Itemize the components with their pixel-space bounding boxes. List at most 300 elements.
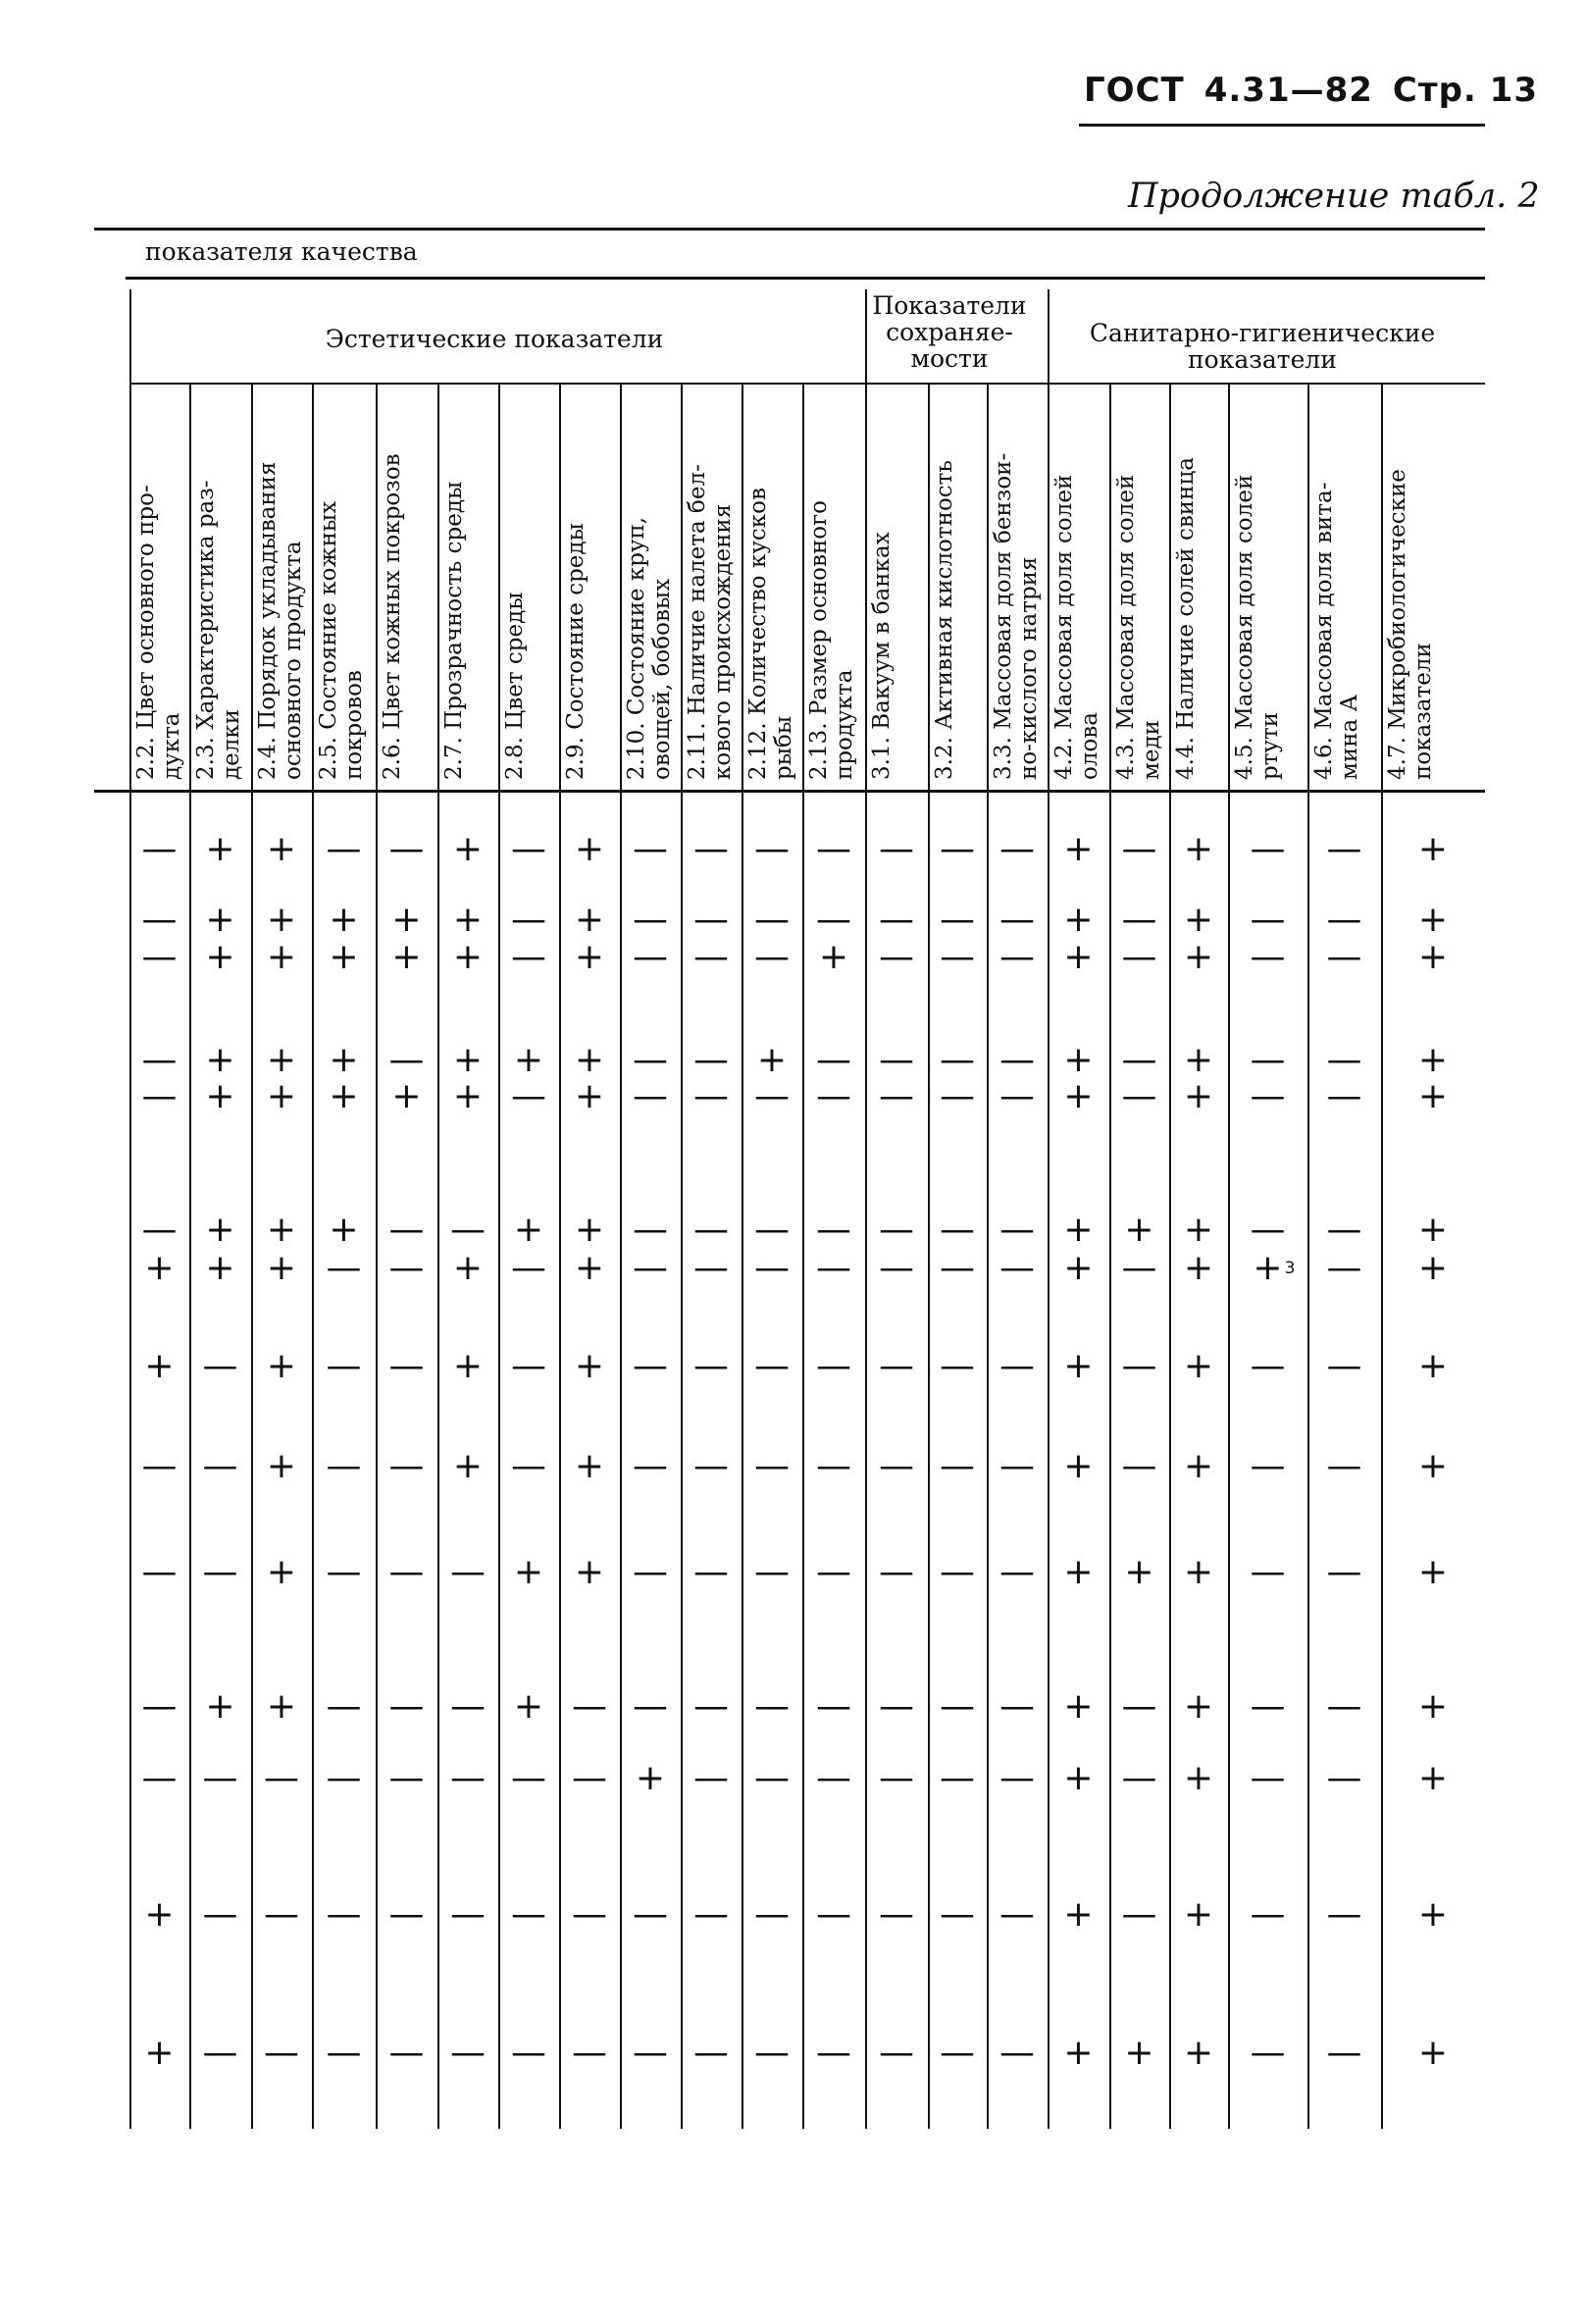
table-cell: — (879, 1552, 914, 1592)
table-cell: — (511, 2033, 546, 2073)
table-cell: — (141, 1210, 178, 1250)
table-cell: — (1326, 1210, 1362, 1250)
table-cell: — (326, 1248, 362, 1288)
table-cell: — (1121, 1040, 1157, 1080)
table-cell: — (754, 2033, 790, 2073)
table-cell: — (816, 2033, 851, 2073)
table-cell: — (999, 1686, 1035, 1727)
table-cell: — (1121, 1686, 1157, 1727)
standard-number: 4.31—82 (1203, 71, 1373, 110)
table-cell: — (633, 1552, 668, 1592)
column-divider (129, 289, 131, 2129)
table-cell: — (999, 1552, 1035, 1592)
table-cell: — (450, 1686, 486, 1727)
table-cell: — (511, 1758, 546, 1798)
table-cell: — (999, 1758, 1035, 1798)
table-cell: — (326, 2033, 362, 2073)
table-cell: + (1183, 1894, 1214, 1935)
table-cell: + (329, 937, 359, 977)
table-cell: — (202, 1346, 238, 1386)
table-cell: — (940, 1210, 975, 1250)
table-cell: + (452, 829, 484, 869)
group-heading: Показатели сохраняе-мости (872, 291, 1027, 373)
table-cell: + (452, 1040, 484, 1080)
table-cell: + (266, 1686, 297, 1727)
table-cell: + (452, 1248, 484, 1288)
table-cell: — (1250, 1894, 1286, 1935)
column-heading: 4.6. Массовая доля вита- мина А (1311, 482, 1362, 780)
table-cell: — (1250, 2033, 1286, 2073)
table-cell: — (388, 1346, 425, 1386)
table-cell: — (693, 1346, 729, 1386)
table-cell: + (452, 1446, 484, 1486)
table-cell: — (879, 1758, 914, 1798)
table-cell: + (513, 1210, 544, 1250)
table-cell: — (1121, 829, 1157, 869)
column-heading: 2.8. Цвет среды (502, 592, 528, 780)
table-cell: — (511, 1894, 546, 1935)
table-cell: — (511, 900, 546, 940)
column-heading: 3.3. Массовая доля бензои- но-кислого натрия (991, 452, 1042, 780)
table-cell: — (754, 1758, 790, 1798)
table-cell: — (202, 1758, 238, 1798)
table-cell: — (879, 937, 914, 977)
column-divider (865, 289, 867, 2129)
table-cell: — (572, 1758, 607, 1798)
table-cell: — (633, 900, 668, 940)
table-cell: — (1250, 1758, 1286, 1798)
table-cell: — (754, 1210, 790, 1250)
table-cell: — (1326, 1686, 1362, 1727)
table-cell: — (1121, 1346, 1157, 1386)
table-cell: — (326, 1758, 362, 1798)
table-cell: — (326, 1346, 362, 1386)
table-cell: — (816, 1076, 851, 1116)
table-cell: + (1183, 937, 1214, 977)
table-cell: — (940, 1076, 975, 1116)
header-rule (1079, 124, 1485, 127)
table-cell: — (816, 900, 851, 940)
table-cell: — (999, 937, 1035, 977)
table-cell: + (266, 1346, 297, 1386)
table-cell: — (1326, 1552, 1362, 1592)
table-cell: — (754, 1552, 790, 1592)
column-heading: 2.4. Порядок укладывания основного продукта (255, 461, 306, 780)
table-cell: — (999, 2033, 1035, 2073)
table-cell: + (1417, 1210, 1449, 1250)
table-cell: — (879, 2033, 914, 2073)
table-cell: — (1326, 1758, 1362, 1798)
table-cell: + (1124, 1552, 1154, 1592)
table-cell: — (1250, 1076, 1286, 1116)
column-heading: 4.4. Наличие солей свинца (1173, 457, 1199, 780)
table-cell: — (572, 2033, 607, 2073)
table-cell: + (1063, 1758, 1094, 1798)
table-cell: — (1326, 1076, 1362, 1116)
standard-label: ГОСТ (1084, 71, 1185, 110)
page-number: Стр. 13 (1392, 71, 1538, 110)
table-cell: — (141, 1686, 178, 1727)
table-cell: — (816, 829, 851, 869)
table-cell: + (1063, 829, 1094, 869)
table-cell: + (205, 1076, 235, 1116)
table-cell: + (1183, 1552, 1214, 1592)
table-cell: — (1250, 1210, 1286, 1250)
table-cell: — (388, 1758, 425, 1798)
table-cell: — (693, 1040, 729, 1080)
table-cell: — (816, 1248, 851, 1288)
table-cell: — (633, 1346, 668, 1386)
table-cell: — (633, 1894, 668, 1935)
table-cell: — (1250, 1346, 1286, 1386)
table-cell: — (633, 2033, 668, 2073)
table-cell: — (999, 1446, 1035, 1486)
table-cell: + (574, 1446, 605, 1486)
table-cell: + (1063, 1210, 1094, 1250)
table-cell: — (633, 1248, 668, 1288)
table-cell: + (266, 1552, 297, 1592)
table-cell: + (1417, 1758, 1449, 1798)
table-cell: + (329, 1040, 359, 1080)
table-cell: + (1417, 829, 1449, 869)
table-cell: + (266, 1040, 297, 1080)
table-cell: — (940, 829, 975, 869)
table-cell: — (816, 1552, 851, 1592)
table-cell: — (1326, 1894, 1362, 1935)
column-heading: 2.6. Цвет кожных покрозов (380, 453, 405, 780)
table-cell: — (388, 1552, 425, 1592)
table-cell: — (879, 1040, 914, 1080)
table-cell: — (999, 1076, 1035, 1116)
table-cell: — (450, 1894, 486, 1935)
table-cell: — (450, 1210, 486, 1250)
table-continuation-label: Продолжение табл. 2 (1128, 177, 1540, 216)
table-cell: + (574, 1346, 605, 1386)
table-cell: — (879, 1248, 914, 1288)
table-cell: — (1250, 1446, 1286, 1486)
table-cell: — (754, 1346, 790, 1386)
table-cell: — (141, 1758, 178, 1798)
table-cell: — (326, 1686, 362, 1727)
table-cell: + (144, 1346, 175, 1386)
table-cell: — (754, 1076, 790, 1116)
table-cell: — (1121, 1446, 1157, 1486)
table-cell: + (1417, 1248, 1449, 1288)
table-cell: — (1326, 1248, 1362, 1288)
table-cell: + (513, 1040, 544, 1080)
table-cell: + (574, 900, 605, 940)
table-cell: — (264, 2033, 299, 2073)
table-cell: — (754, 1686, 790, 1727)
table-cell: — (879, 1686, 914, 1727)
table-cell: + (1124, 2033, 1154, 2073)
table-cell: — (940, 1552, 975, 1592)
table-cell: + (818, 937, 849, 977)
table-cell: — (879, 829, 914, 869)
table-cell: + (1417, 900, 1449, 940)
table-cell: — (999, 1040, 1035, 1080)
table-cell: — (693, 1076, 729, 1116)
table-cell: — (879, 1446, 914, 1486)
table-cell: — (141, 937, 178, 977)
table-cell: — (754, 937, 790, 977)
table-cell: — (940, 1040, 975, 1080)
table-cell: — (1121, 1758, 1157, 1798)
table-cell: + (1417, 937, 1449, 977)
table-cell: — (816, 1758, 851, 1798)
table-cell: + (1183, 1758, 1214, 1798)
column-heading: 2.12. Количество кусков рыбы (745, 488, 796, 780)
table-cell: — (1250, 1686, 1286, 1727)
table-cell: + (1183, 1446, 1214, 1486)
table-cell: — (511, 1248, 546, 1288)
table-cell: — (388, 1446, 425, 1486)
table-cell: + (1063, 1076, 1094, 1116)
page-header (1084, 71, 1538, 110)
table-cell: — (693, 1894, 729, 1935)
table-cell: — (388, 2033, 425, 2073)
table-cell: + (756, 1040, 788, 1080)
table-cell: + (1063, 2033, 1094, 2073)
table-cell: + (1183, 1248, 1214, 1288)
table-cell: — (511, 937, 546, 977)
table-cell: + (1183, 2033, 1214, 2073)
table-cell: + (574, 1076, 605, 1116)
table-cell: — (572, 1686, 607, 1727)
table-cell: — (754, 900, 790, 940)
table-cell: — (999, 1894, 1035, 1935)
table-cell: — (450, 1552, 486, 1592)
table-cell: — (141, 1076, 178, 1116)
column-divider (1307, 383, 1309, 2129)
table-cell: + (1063, 1894, 1094, 1935)
table-cell: — (202, 1552, 238, 1592)
table-cell: — (999, 1248, 1035, 1288)
table-cell: — (633, 1040, 668, 1080)
table-cell: — (141, 900, 178, 940)
table-cell: — (693, 1446, 729, 1486)
table-cell: — (1250, 1040, 1286, 1080)
table-cell: — (511, 1446, 546, 1486)
table-cell: + (1417, 1076, 1449, 1116)
table-cell: — (1121, 937, 1157, 977)
table-cell: — (1121, 1894, 1157, 1935)
table-cell: — (633, 1076, 668, 1116)
table-cell: + (1063, 1346, 1094, 1386)
table-cell: — (1326, 829, 1362, 869)
table-cell: + (635, 1758, 666, 1798)
table-cell: + (1417, 1552, 1449, 1592)
column-heading: 2.3. Характеристика раз- делки (193, 480, 244, 780)
table-cell: — (1121, 1076, 1157, 1116)
table-cell: — (999, 829, 1035, 869)
table-cell: — (1326, 937, 1362, 977)
table-cell: — (202, 1894, 238, 1935)
table-cell: — (940, 1248, 975, 1288)
table-cell: — (1326, 2033, 1362, 2073)
group-heading-rule (129, 383, 1485, 385)
table-cell: — (141, 1446, 178, 1486)
table-cell: — (511, 1076, 546, 1116)
table-cell: — (1326, 1446, 1362, 1486)
table-cell: — (633, 937, 668, 977)
table-cell: — (388, 1894, 425, 1935)
table-cell: + (1063, 1446, 1094, 1486)
table-cell: — (999, 1210, 1035, 1250)
table-cell: — (940, 2033, 975, 2073)
table-cell: + (452, 937, 484, 977)
table-cell: — (1250, 937, 1286, 977)
column-divider (1048, 289, 1049, 2129)
table-cell: + (1183, 829, 1214, 869)
table-cell: + (144, 1248, 175, 1288)
table-cell: + (266, 1248, 297, 1288)
table-cell: + (1183, 1210, 1214, 1250)
table-cell: — (693, 1686, 729, 1727)
table-cell: — (264, 1758, 299, 1798)
column-heading: 4.7. Микробиологические показатели (1385, 469, 1436, 780)
table-cell: — (633, 829, 668, 869)
table-cell: — (940, 937, 975, 977)
table-cell: + (144, 2033, 175, 2073)
table-cell: + (574, 1552, 605, 1592)
table-cell: — (754, 829, 790, 869)
table-cell: + (1063, 1248, 1094, 1288)
table-cell: — (940, 1446, 975, 1486)
table-cell: — (264, 1894, 299, 1935)
table-cell: — (693, 829, 729, 869)
table-top-rule (94, 228, 1485, 231)
table-cell: — (879, 1894, 914, 1935)
table-cell: + (1063, 1040, 1094, 1080)
table-cell: + (205, 1686, 235, 1727)
table-cell: — (693, 1552, 729, 1592)
table-cell: — (572, 1894, 607, 1935)
footnote-marker: 3 (1284, 1259, 1296, 1278)
table-cell: — (1250, 1552, 1286, 1592)
table-cell: + (1183, 1076, 1214, 1116)
table-cell: — (940, 1346, 975, 1386)
caption-rule (126, 277, 1485, 280)
table-cell: + (266, 1210, 297, 1250)
table-cell: — (999, 900, 1035, 940)
table-cell: + (452, 1076, 484, 1116)
table-cell: — (141, 1552, 178, 1592)
table-cell: + (266, 829, 297, 869)
table-cell: — (633, 1210, 668, 1250)
table-cell: + (574, 937, 605, 977)
group-heading: Эстетические показатели (325, 325, 664, 353)
table-cell: — (693, 900, 729, 940)
table-cell: — (999, 1346, 1035, 1386)
table-cell: + (1417, 1686, 1449, 1727)
table-cell: — (940, 900, 975, 940)
table-cell: — (754, 1894, 790, 1935)
table-cell: + (574, 829, 605, 869)
table-cell: — (816, 1686, 851, 1727)
table-cell: + (205, 1210, 235, 1250)
table-cell: + (266, 1076, 297, 1116)
column-heading: 3.1. Вакуум в банках (869, 532, 895, 780)
table-caption: показателя качества (145, 237, 418, 266)
table-cell: + (1417, 1446, 1449, 1486)
table-cell: + (1063, 1552, 1094, 1592)
column-heading: 2.10. Состояние круп, овощей, бобовых (624, 516, 675, 780)
table-cell: — (940, 1758, 975, 1798)
table-cell: + (452, 1346, 484, 1386)
table-cell: + (1183, 1686, 1214, 1727)
table-cell: + (513, 1686, 544, 1727)
table-cell: — (816, 1446, 851, 1486)
table-cell: — (940, 1686, 975, 1727)
table-cell: + (1183, 900, 1214, 940)
table-cell: — (693, 1758, 729, 1798)
table-cell: — (326, 1894, 362, 1935)
column-heading: 4.2. Массовая доля солей олова (1051, 474, 1102, 780)
column-heading: 2.9. Состояние среды (563, 523, 589, 780)
header-bottom-rule (94, 790, 1485, 793)
table-cell: + (266, 1446, 297, 1486)
table-cell: + (1417, 1040, 1449, 1080)
group-heading: Санитарно-гигиенические показатели (1089, 319, 1436, 374)
table-cell: — (693, 937, 729, 977)
table-cell: + (391, 900, 422, 940)
table-cell: — (1250, 900, 1286, 940)
table-cell: — (326, 1446, 362, 1486)
table-cell: — (1326, 1040, 1362, 1080)
table-cell: + (205, 900, 235, 940)
table-cell: — (754, 1446, 790, 1486)
table-cell: — (879, 900, 914, 940)
table-cell: + (1417, 2033, 1449, 2073)
table-cell: — (1121, 1248, 1157, 1288)
table-cell: + 3 (1253, 1248, 1296, 1288)
table-cell: + (513, 1552, 544, 1592)
table-cell: — (879, 1346, 914, 1386)
table-cell: + (205, 829, 235, 869)
table-cell: + (574, 1040, 605, 1080)
column-heading: 2.2. Цвет основного про- дукта (133, 485, 184, 780)
table-cell: — (388, 1686, 425, 1727)
table-cell: — (388, 1248, 425, 1288)
table-cell: — (1250, 829, 1286, 869)
table-cell: — (511, 1346, 546, 1386)
table-cell: — (879, 1210, 914, 1250)
column-heading: 4.5. Массовая доля солей ртути (1232, 474, 1283, 780)
table-cell: — (202, 2033, 238, 2073)
table-cell: — (879, 1076, 914, 1116)
table-cell: + (1063, 900, 1094, 940)
table-cell: + (1063, 937, 1094, 977)
table-cell: + (1063, 1686, 1094, 1727)
table-cell: + (1417, 1346, 1449, 1386)
table-cell: + (574, 1248, 605, 1288)
table-cell: — (693, 1210, 729, 1250)
table-cell: — (1326, 1346, 1362, 1386)
table-cell: + (452, 900, 484, 940)
table-cell: + (1417, 1894, 1449, 1935)
table-cell: — (693, 2033, 729, 2073)
column-heading: 4.3. Массовая доля солей меди (1113, 474, 1164, 780)
table-cell: — (141, 829, 178, 869)
table-cell: + (144, 1894, 175, 1935)
table-cell: — (511, 829, 546, 869)
column-heading: 2.11. Наличие налета бел- кового происхождения (685, 464, 736, 780)
table-cell: — (693, 1248, 729, 1288)
table-cell: + (391, 937, 422, 977)
table-cell: + (205, 937, 235, 977)
table-cell: + (329, 1210, 359, 1250)
